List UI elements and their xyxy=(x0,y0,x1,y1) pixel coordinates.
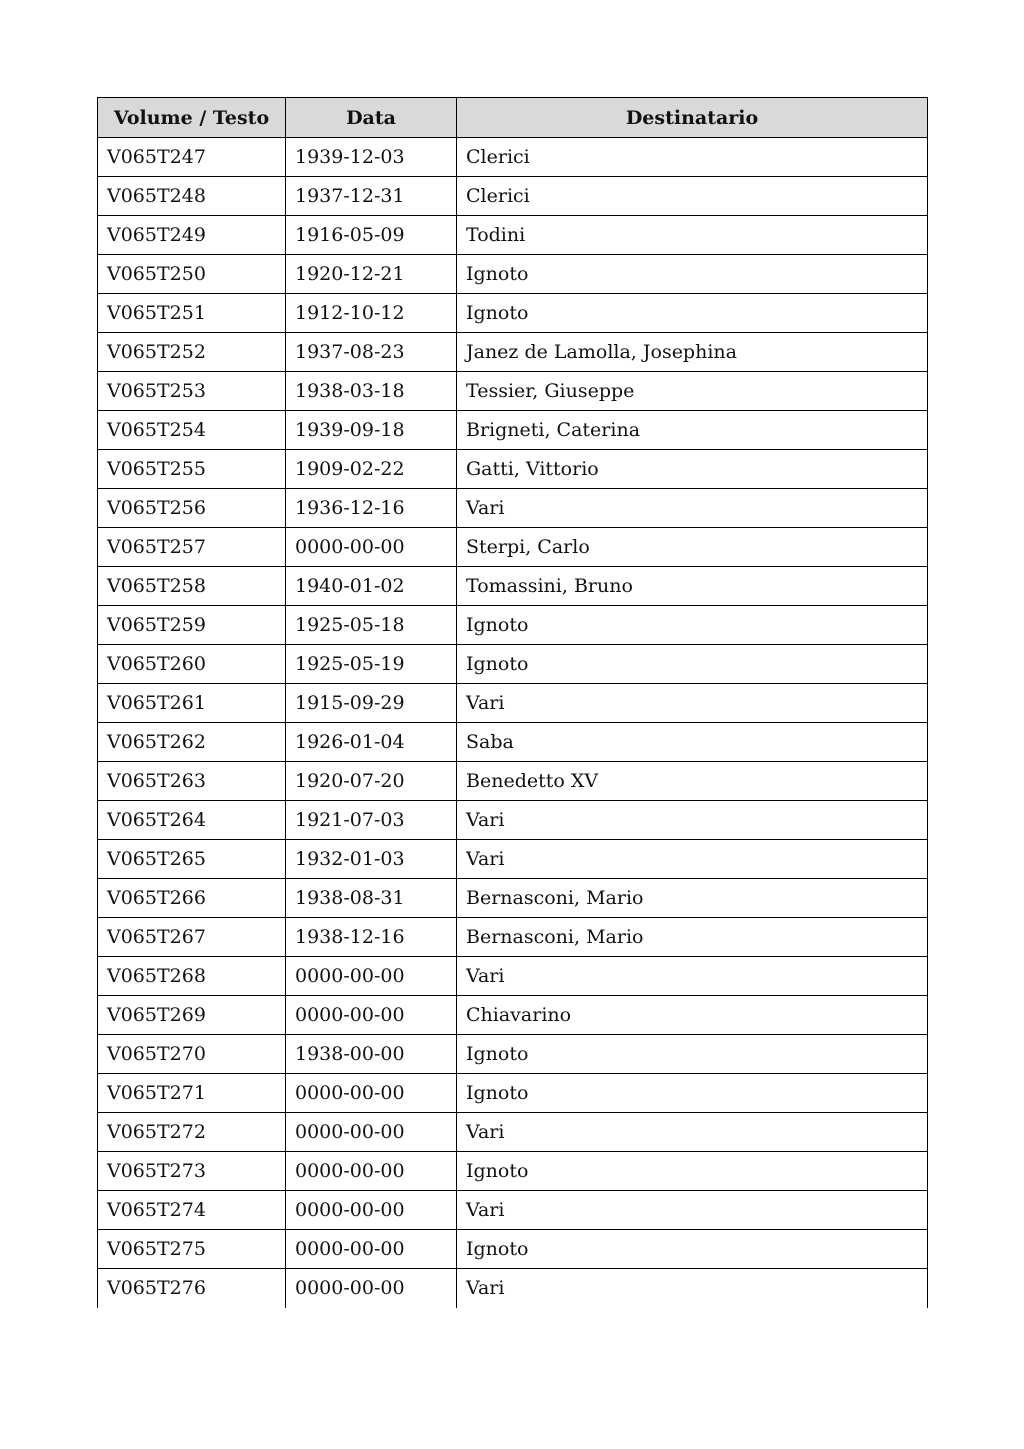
table-row xyxy=(98,528,928,567)
table-row xyxy=(98,996,928,1035)
cell-destinatario: Sterpi, Carlo xyxy=(457,528,928,567)
cell-volume-testo: V065T256 xyxy=(98,489,286,528)
table-row xyxy=(98,918,928,957)
cell-destinatario: Vari xyxy=(457,684,928,723)
cell-volume-testo: V065T271 xyxy=(98,1074,286,1113)
table-row xyxy=(98,1269,928,1308)
table-row xyxy=(98,1191,928,1230)
cell-destinatario: Bernasconi, Mario xyxy=(457,918,928,957)
cell-volume-testo: V065T253 xyxy=(98,372,286,411)
cell-destinatario: Chiavarino xyxy=(457,996,928,1035)
table-row xyxy=(98,567,928,606)
cell-data: 1936-12-16 xyxy=(286,489,457,528)
cell-data: 1909-02-22 xyxy=(286,450,457,489)
cell-volume-testo: V065T263 xyxy=(98,762,286,801)
cell-destinatario: Saba xyxy=(457,723,928,762)
cell-volume-testo: V065T276 xyxy=(98,1269,286,1308)
table-row xyxy=(98,762,928,801)
table-row xyxy=(98,138,928,177)
cell-volume-testo: V065T258 xyxy=(98,567,286,606)
cell-volume-testo: V065T249 xyxy=(98,216,286,255)
cell-volume-testo: V065T265 xyxy=(98,840,286,879)
cell-volume-testo: V065T260 xyxy=(98,645,286,684)
table-row xyxy=(98,645,928,684)
table-row xyxy=(98,1113,928,1152)
table-row xyxy=(98,489,928,528)
cell-volume-testo: V065T273 xyxy=(98,1152,286,1191)
cell-data: 1925-05-19 xyxy=(286,645,457,684)
cell-data: 1939-12-03 xyxy=(286,138,457,177)
table-row xyxy=(98,1152,928,1191)
cell-volume-testo: V065T252 xyxy=(98,333,286,372)
cell-destinatario: Todini xyxy=(457,216,928,255)
cell-data: 0000-00-00 xyxy=(286,1269,457,1308)
cell-destinatario: Ignoto xyxy=(457,1230,928,1269)
cell-destinatario: Vari xyxy=(457,1269,928,1308)
table-row xyxy=(98,723,928,762)
table-row xyxy=(98,294,928,333)
cell-volume-testo: V065T257 xyxy=(98,528,286,567)
cell-data: 1916-05-09 xyxy=(286,216,457,255)
cell-data: 1938-12-16 xyxy=(286,918,457,957)
table-row xyxy=(98,606,928,645)
cell-destinatario: Ignoto xyxy=(457,294,928,333)
cell-destinatario: Tomassini, Bruno xyxy=(457,567,928,606)
cell-volume-testo: V065T261 xyxy=(98,684,286,723)
cell-data: 1939-09-18 xyxy=(286,411,457,450)
table-row xyxy=(98,216,928,255)
table-row xyxy=(98,879,928,918)
cell-destinatario: Ignoto xyxy=(457,1074,928,1113)
cell-volume-testo: V065T268 xyxy=(98,957,286,996)
cell-data: 0000-00-00 xyxy=(286,1074,457,1113)
header-destinatario: Destinatario xyxy=(457,98,928,138)
cell-volume-testo: V065T272 xyxy=(98,1113,286,1152)
cell-data: 1938-00-00 xyxy=(286,1035,457,1074)
cell-data: 0000-00-00 xyxy=(286,1113,457,1152)
cell-volume-testo: V065T255 xyxy=(98,450,286,489)
cell-volume-testo: V065T269 xyxy=(98,996,286,1035)
table-row xyxy=(98,411,928,450)
cell-data: 0000-00-00 xyxy=(286,996,457,1035)
cell-data: 1938-03-18 xyxy=(286,372,457,411)
cell-volume-testo: V065T270 xyxy=(98,1035,286,1074)
cell-destinatario: Janez de Lamolla, Josephina xyxy=(457,333,928,372)
cell-volume-testo: V065T275 xyxy=(98,1230,286,1269)
table-row xyxy=(98,177,928,216)
cell-destinatario: Ignoto xyxy=(457,1152,928,1191)
cell-volume-testo: V065T266 xyxy=(98,879,286,918)
cell-destinatario: Tessier, Giuseppe xyxy=(457,372,928,411)
header-volume-testo: Volume / Testo xyxy=(98,98,286,138)
cell-data: 1921-07-03 xyxy=(286,801,457,840)
cell-volume-testo: V065T250 xyxy=(98,255,286,294)
cell-destinatario: Vari xyxy=(457,957,928,996)
cell-destinatario: Benedetto XV xyxy=(457,762,928,801)
cell-data: 1940-01-02 xyxy=(286,567,457,606)
cell-destinatario: Brigneti, Caterina xyxy=(457,411,928,450)
cell-destinatario: Vari xyxy=(457,840,928,879)
cell-data: 1912-10-12 xyxy=(286,294,457,333)
cell-volume-testo: V065T254 xyxy=(98,411,286,450)
cell-data: 0000-00-00 xyxy=(286,528,457,567)
letters-table xyxy=(97,97,928,1308)
cell-data: 0000-00-00 xyxy=(286,957,457,996)
cell-data: 1920-07-20 xyxy=(286,762,457,801)
cell-volume-testo: V065T274 xyxy=(98,1191,286,1230)
table-row xyxy=(98,840,928,879)
table-row xyxy=(98,1074,928,1113)
cell-destinatario: Ignoto xyxy=(457,645,928,684)
cell-destinatario: Ignoto xyxy=(457,255,928,294)
table-body xyxy=(98,138,928,1308)
cell-volume-testo: V065T259 xyxy=(98,606,286,645)
cell-data: 0000-00-00 xyxy=(286,1191,457,1230)
cell-destinatario: Vari xyxy=(457,801,928,840)
table-row xyxy=(98,1230,928,1269)
cell-data: 1932-01-03 xyxy=(286,840,457,879)
cell-destinatario: Ignoto xyxy=(457,606,928,645)
cell-data: 1925-05-18 xyxy=(286,606,457,645)
cell-volume-testo: V065T251 xyxy=(98,294,286,333)
cell-volume-testo: V065T267 xyxy=(98,918,286,957)
table-row xyxy=(98,372,928,411)
table-header xyxy=(98,98,928,138)
cell-destinatario: Clerici xyxy=(457,138,928,177)
cell-data: 1920-12-21 xyxy=(286,255,457,294)
header-row xyxy=(98,98,928,138)
cell-volume-testo: V065T262 xyxy=(98,723,286,762)
cell-data: 1926-01-04 xyxy=(286,723,457,762)
table-row xyxy=(98,684,928,723)
cell-volume-testo: V065T247 xyxy=(98,138,286,177)
table-row xyxy=(98,801,928,840)
cell-data: 1937-12-31 xyxy=(286,177,457,216)
cell-destinatario: Bernasconi, Mario xyxy=(457,879,928,918)
table-row xyxy=(98,255,928,294)
cell-destinatario: Gatti, Vittorio xyxy=(457,450,928,489)
cell-volume-testo: V065T248 xyxy=(98,177,286,216)
cell-data: 0000-00-00 xyxy=(286,1152,457,1191)
cell-data: 1937-08-23 xyxy=(286,333,457,372)
cell-destinatario: Ignoto xyxy=(457,1035,928,1074)
table-row xyxy=(98,450,928,489)
cell-volume-testo: V065T264 xyxy=(98,801,286,840)
cell-data: 1938-08-31 xyxy=(286,879,457,918)
cell-destinatario: Vari xyxy=(457,1113,928,1152)
cell-data: 0000-00-00 xyxy=(286,1230,457,1269)
header-data: Data xyxy=(286,98,457,138)
cell-destinatario: Vari xyxy=(457,1191,928,1230)
table-row xyxy=(98,1035,928,1074)
cell-destinatario: Vari xyxy=(457,489,928,528)
cell-data: 1915-09-29 xyxy=(286,684,457,723)
table-row xyxy=(98,333,928,372)
cell-destinatario: Clerici xyxy=(457,177,928,216)
table-row xyxy=(98,957,928,996)
